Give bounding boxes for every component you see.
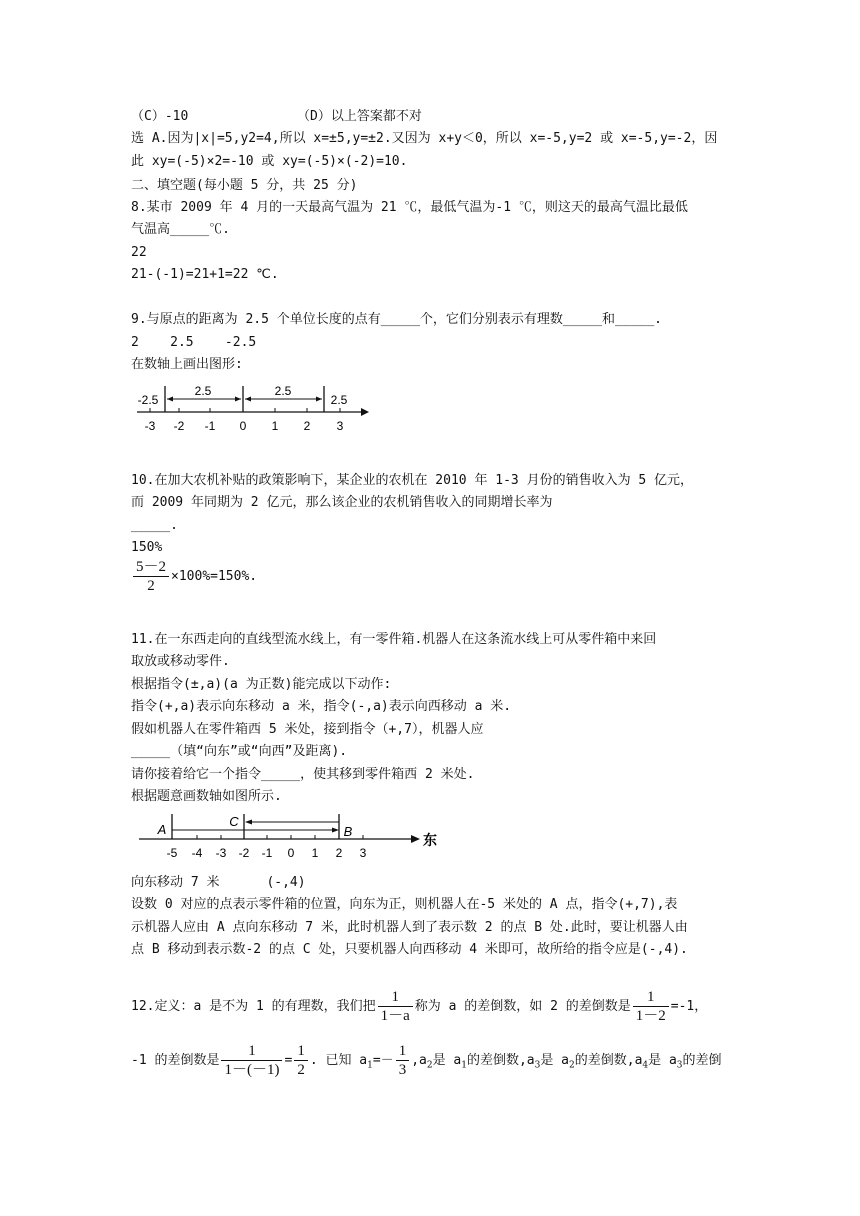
q11-tick-label: 1	[311, 846, 319, 860]
q9-answer: 2 2.5 -2.5	[131, 335, 257, 350]
q7-solution-1: 选 A.因为|x|=5,y2=4,所以 x=±5,y=±2.又因为 x+y＜0，所以 x=-5,y=2 或 x=-5,y=-2，因	[131, 131, 718, 146]
q9-tick-label: -2	[173, 419, 185, 433]
fraction-denominator: 3	[398, 1062, 407, 1078]
q12-fraction-1	[378, 988, 413, 1025]
q8-solution: 21-(-1)=21+1=22 ℃.	[131, 267, 279, 282]
q12-text: ,a	[411, 1053, 427, 1068]
q12-text: 是 a	[540, 1053, 570, 1068]
subscript: 1	[367, 1060, 373, 1071]
q9-tick-label: -3	[144, 419, 156, 433]
q9-fig-label-pos: 2.5	[330, 393, 348, 407]
q12-text: =-1，	[670, 999, 708, 1014]
q12-fraction-2	[633, 988, 669, 1025]
q10-line-2: 而 2009 年同期为 2 亿元，那么该企业的农机销售收入的同期增长率为	[131, 495, 553, 510]
q11-tick-label: 2	[335, 846, 343, 860]
q11-line-1: 11.在一东西走向的直线型流水线上，有一零件箱.机器人在这条流水线上可从零件箱中来回	[131, 632, 657, 647]
q11-tick-label: 0	[287, 846, 295, 860]
fraction-denominator: 2	[297, 1062, 305, 1078]
q9-fig-label-neg: -2.5	[137, 393, 159, 407]
q11-tick-label: -1	[261, 846, 273, 860]
q11-line-7: 请你接着给它一个指令_____，使其移到零件箱西 2 米处.	[131, 767, 475, 782]
q9-number-line-figure	[131, 380, 371, 438]
fraction-numerator: 1	[221, 1042, 282, 1061]
q11-solution-3: 点 B 移动到表示数-2 的点 C 处，只要机器人向西移动 4 米即可，故所给的指令应是(-,4).	[131, 942, 688, 957]
fraction-denominator: 1－2	[635, 1008, 666, 1024]
q9-tick-label: 2	[303, 419, 311, 433]
fraction-denominator: 2	[147, 578, 155, 594]
q9-fig-label-right: 2.5	[274, 384, 292, 398]
q12-text: -1 的差倒数是	[131, 1053, 220, 1068]
section-heading: 二、填空题(每小题 5 分，共 25 分)	[131, 178, 358, 193]
q8-line-1: 8.某市 2009 年 4 月的一天最高气温为 21 ℃，最低气温为-1 ℃，则这天的最高气温比最低	[131, 200, 688, 215]
q8-line-2: 气温高_____℃.	[131, 222, 230, 237]
q9-tick-label: -1	[204, 419, 216, 433]
q11-point-a: A	[157, 822, 167, 837]
q11-east-label: 东	[423, 832, 437, 848]
q11-point-c: C	[229, 814, 239, 829]
subscript: 4	[642, 1060, 649, 1071]
fraction-numerator: 1	[294, 1042, 308, 1061]
q12-text: 12.定义：a 是不为 1 的有理数，我们把	[131, 999, 376, 1014]
subscript: 1	[461, 1060, 467, 1071]
subscript: 2	[569, 1060, 575, 1071]
q11-line-2: 取放或移动零件.	[131, 654, 230, 669]
q12-text: =－	[372, 1053, 394, 1068]
fraction-denominator: 1－a	[380, 1008, 410, 1024]
q10-solution	[131, 558, 257, 595]
q10-line-3: _____.	[131, 518, 178, 533]
fraction-numerator: 1	[633, 988, 669, 1007]
q11-tick-label: -4	[191, 846, 203, 860]
q11-solution-2: 示机器人应由 A 点向东移动 7 米，此时机器人到了表示数 2 的点 B 处.此时，要让机器人由	[131, 920, 688, 935]
q12-fraction-3	[221, 1042, 282, 1079]
q7-option-c: （C）-10	[131, 109, 189, 124]
q11-line-6: _____（填“向东”或“向西”及距离).	[131, 744, 348, 759]
q12-text: 的差倒	[682, 1053, 722, 1068]
q10-line-1: 10.在加大农机补贴的政策影响下，某企业的农机在 2010 年 1-3 月份的销售收入为 5 亿元，	[131, 473, 694, 488]
q12-fraction-5	[396, 1042, 410, 1079]
q9-tick-label: 3	[336, 419, 344, 433]
q9-fig-label-left: 2.5	[194, 384, 212, 398]
subscript: 3	[534, 1060, 541, 1071]
q11-point-b: B	[343, 824, 353, 839]
q12-text: 的差倒数,a	[574, 1053, 643, 1068]
q10-solution-tail: ×100%=150%.	[171, 569, 258, 584]
q11-answer: 向东移动 7 米 (-,4)	[131, 875, 306, 890]
q7-option-d: （D）以上答案都不对	[297, 109, 422, 124]
q8-answer: 22	[131, 245, 147, 260]
q7-solution-2: 此 xy=(-5)×2=-10 或 xy=(-5)×(-2)=10.	[131, 154, 408, 169]
q11-number-line-figure	[131, 810, 441, 866]
q10-fraction	[133, 558, 169, 595]
q11-line-4: 指令(+,a)表示向东移动 a 米，指令(-,a)表示向西移动 a 米.	[131, 699, 512, 714]
q7-options-line	[131, 107, 422, 127]
q12-text: 的差倒数,a	[466, 1053, 535, 1068]
subscript: 2	[426, 1060, 433, 1071]
q9-line-1: 9.与原点的距离为 2.5 个单位长度的点有_____个，它们分别表示有理数_____和_____.	[131, 312, 663, 327]
q9-solution: 在数轴上画出图形:	[131, 357, 243, 372]
q11-tick-label: -5	[166, 846, 178, 860]
q12-line-2	[131, 1040, 722, 1086]
q9-tick-label: 0	[239, 419, 247, 433]
q12-text: 是 a	[648, 1053, 677, 1068]
fraction-numerator: 1	[378, 988, 413, 1007]
q12-line-1	[131, 986, 707, 1027]
q11-line-3: 根据指令(±,a)(a 为正数)能完成以下动作:	[131, 677, 392, 692]
q12-fraction-4	[294, 1042, 308, 1079]
q12-text: . 已知 a	[309, 1053, 368, 1068]
q9-tick-label: 1	[271, 419, 279, 433]
fraction-numerator: 5－2	[133, 558, 169, 577]
q11-tick-label: -2	[238, 846, 250, 860]
q11-line-5: 假如机器人在零件箱西 5 米处，接到指令（+,7），机器人应	[131, 722, 484, 737]
q11-tick-label: -3	[215, 846, 227, 860]
q10-answer: 150%	[131, 540, 163, 555]
fraction-numerator: 1	[396, 1042, 410, 1061]
subscript: 3	[676, 1060, 683, 1071]
q12-text: 是 a	[432, 1053, 462, 1068]
q12-text: 称为 a 的差倒数，如 2 的差倒数是	[414, 999, 631, 1014]
q11-solution-1: 设数 0 对应的点表示零件箱的位置，向东为正，则机器人在-5 米处的 A 点，指令(+,7),表	[131, 897, 678, 912]
q12-text: =	[284, 1053, 293, 1068]
q11-tick-label: 3	[359, 846, 367, 860]
fraction-denominator: 1－(－1)	[224, 1062, 280, 1078]
q11-line-8: 根据题意画数轴如图所示.	[131, 789, 282, 804]
